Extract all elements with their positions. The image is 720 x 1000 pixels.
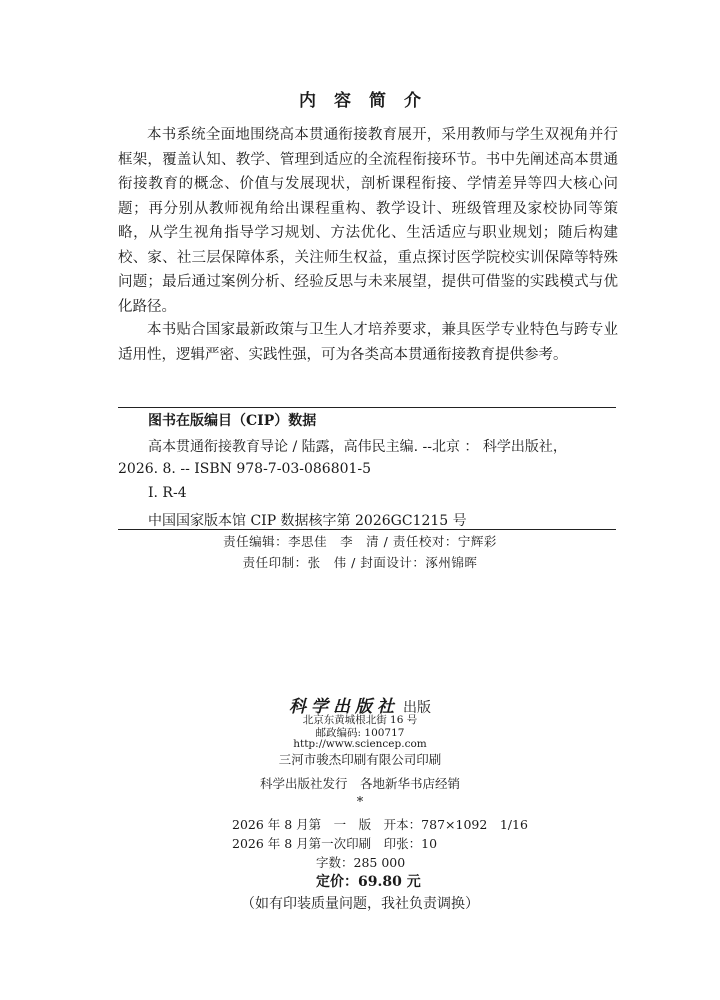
printer-line: 三河市骏杰印刷有限公司印刷: [278, 752, 442, 767]
price: 定价：69.80 元: [316, 874, 421, 890]
edition-line: 2026 年 8 月第 一 版 开本：787×1092 1/16: [232, 817, 528, 832]
publisher-website: http://www.sciencep.com: [293, 738, 427, 750]
cip-line-4: 中国国家版本馆 CIP 数据核字第 2026GC1215 号: [148, 513, 467, 529]
summary-paragraph-2: 本书贴合国家最新政策与卫生人才培养要求，兼具医学专业特色与跨专业适用性，逻辑严密、实践性强，可为各类高本贯通衔接教育提供参考。: [118, 322, 618, 363]
summary-body: [118, 123, 618, 319]
publisher-suffix: 出版: [403, 700, 431, 716]
separator-star: *: [356, 795, 364, 810]
cip-bottom-rule: [118, 529, 616, 530]
summary-paragraph-1: 本书系统全面地围绕高本贯通衔接教育展开，采用教师与学生双视角并行框架，覆盖认知、教学、管理到适应的全流程衔接环节。书中先阐述高本贯通衔接教育的概念、价值与发展现状，剖析课程衔接、学情差异等四大核心问题；再分别从教师视角给出课程重构、教学设计、班级管理及家校协同等策略，从学生视角指导学习规划、方法优化、生活适应与职业规划；随后构建校、家、社三层保障体系，关注师生权益，重点探讨医学院校实训保障等特殊问题；最后通过案例分析、经验反思与未来展望，提供可借鉴的实践模式与优化路径。: [118, 127, 618, 315]
credits-editors: 责任编辑：李思佳 李 清 / 责任校对：宁辉彩: [223, 534, 497, 549]
printing-line: 2026 年 8 月第一次印刷 印张：10: [232, 836, 438, 851]
cip-line-3: Ⅰ. R-4: [148, 485, 187, 501]
publisher-postcode: 邮政编码: 100717: [315, 727, 405, 739]
publisher-logo: 科学出版社: [289, 697, 399, 717]
credits-production: 责任印制：张 伟 / 封面设计：涿州锦晖: [242, 555, 478, 570]
quality-notice: （如有印装质量问题，我社负责调换）: [241, 896, 479, 912]
publisher-address: 北京东黄城根北街 16 号: [302, 714, 418, 726]
distribution-line: 科学出版社发行 各地新华书店经销: [259, 776, 460, 791]
summary-title: 内容简介: [299, 91, 439, 111]
cip-line-2: 2026. 8. -- ISBN 978-7-03-086801-5: [118, 461, 372, 477]
summary-body-2: [118, 318, 618, 367]
cip-line-1: 高本贯通衔接教育导论 / 陆露，高伟民主编. --北京 ： 科学出版社，: [148, 439, 567, 455]
cip-heading: 图书在版编目（CIP）数据: [148, 413, 317, 429]
cip-top-rule: [118, 407, 616, 408]
word-count: 字数：285 000: [316, 855, 406, 870]
